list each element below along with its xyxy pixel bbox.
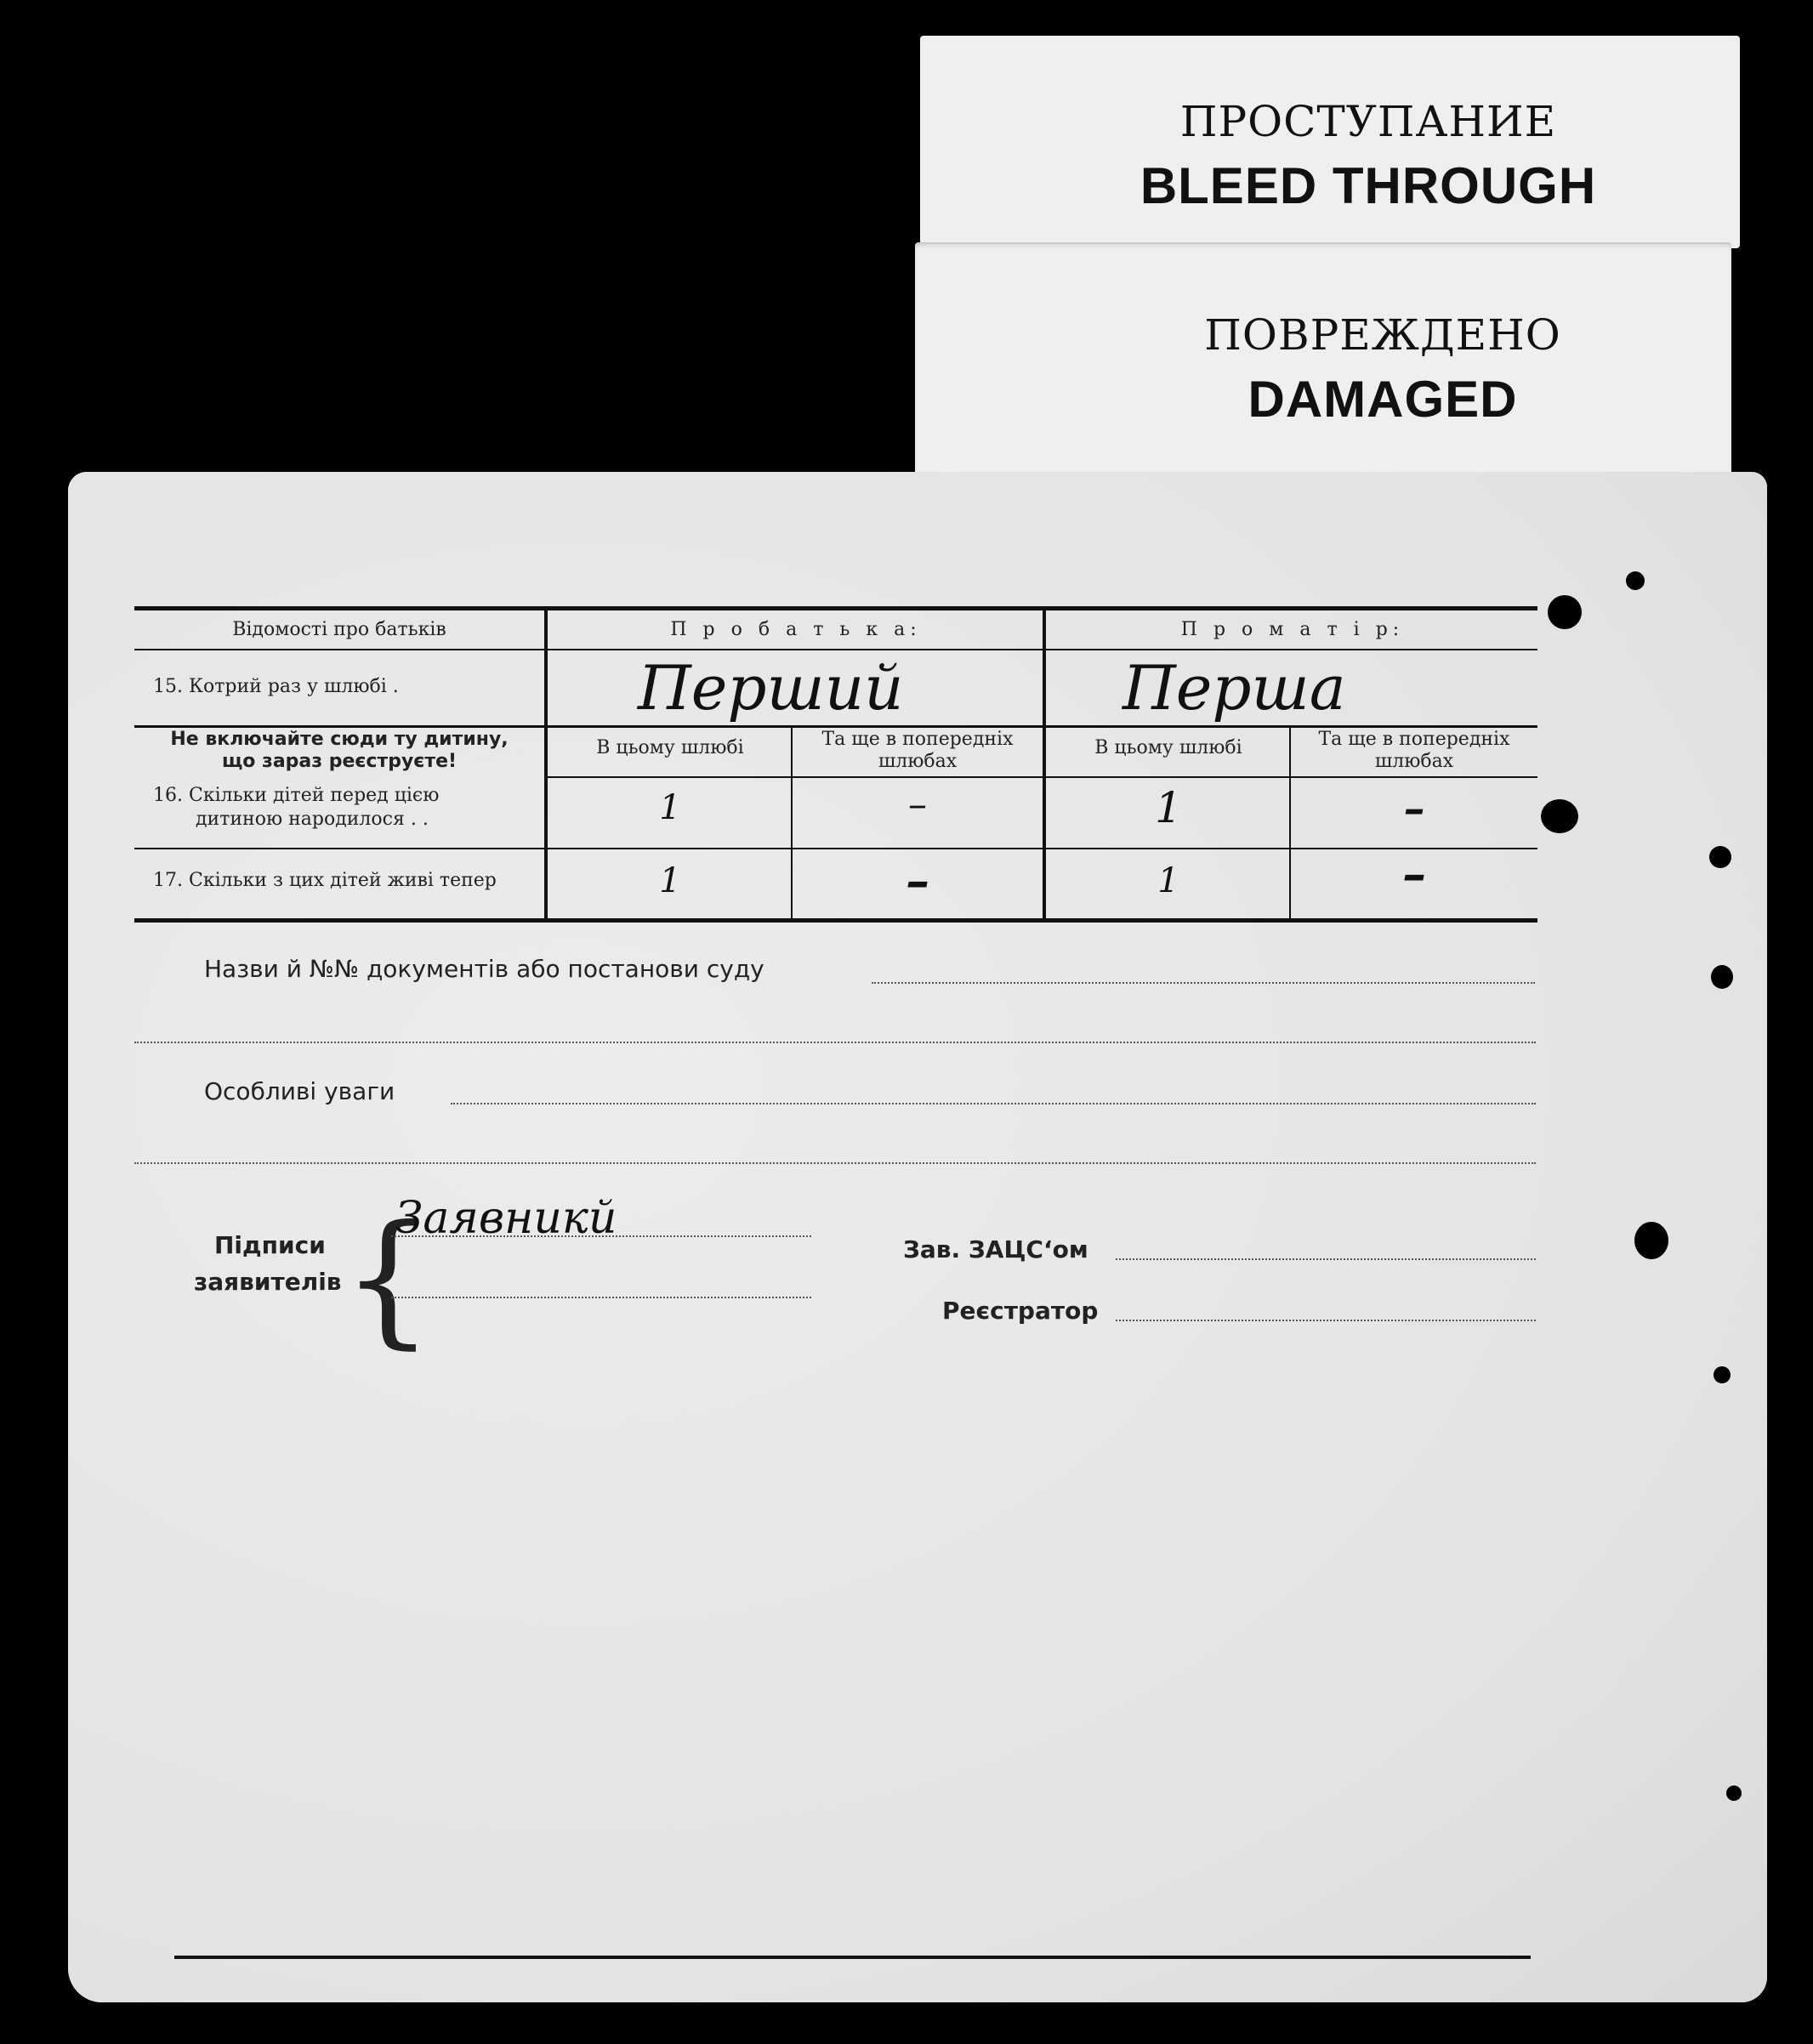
note-line-1: Не включайте сюди ту дитину, [170, 729, 509, 750]
punch-hole [1541, 799, 1578, 833]
registrar-label: Реєстратор [942, 1297, 1099, 1325]
damaged-label-ru: ПОВРЕЖДЕНО [1204, 310, 1561, 360]
row17-father-prev-value: – [906, 853, 929, 909]
remarks-label: Особливі уваги [204, 1077, 395, 1105]
row16-label-line-2: дитиною народилося . . [196, 809, 429, 830]
table-bottom-rule [134, 918, 1537, 923]
row17-father-this-value: 1 [659, 861, 681, 900]
table-col-divider [1043, 610, 1046, 920]
header-father: П р о б а т ь к а: [670, 619, 922, 640]
table-col-divider [544, 610, 548, 920]
table-top-rule [134, 606, 1537, 610]
header-parents-info: Відомості про батьків [232, 619, 446, 640]
row16-father-this-value: 1 [659, 788, 681, 827]
row15-mother-handwritten: Перша [1122, 652, 1346, 724]
remarks-field-line-2[interactable] [134, 1162, 1536, 1164]
subheader-this-marriage-father: В цьому шлюбі [596, 737, 744, 758]
form-sheet [68, 472, 1767, 2002]
damaged-label-en: DAMAGED [1248, 371, 1518, 428]
signatures-label-line-1: Підписи [214, 1231, 326, 1259]
table-row15-bottom-rule [134, 725, 1537, 728]
applicant-signature-line-2[interactable] [391, 1297, 811, 1298]
documents-field-line[interactable] [872, 982, 1535, 984]
applicant-signature-line-1[interactable] [391, 1235, 811, 1237]
row16-label-line-1: 16. Скільки дітей перед цією [153, 785, 440, 806]
zags-head-label: Зав. ЗАЦС‘ом [903, 1235, 1088, 1263]
punch-hole [1711, 965, 1733, 989]
row15-label: 15. Котрий раз у шлюбі . [153, 676, 399, 697]
subheader-prev-marriages-father-1: Та ще в попередніх [821, 729, 1014, 750]
damaged-notice-card [915, 242, 1731, 497]
row17-label: 17. Скільки з цих дітей живі тепер [153, 870, 497, 891]
punch-hole [1726, 1786, 1742, 1801]
signatures-brace: { [342, 1195, 435, 1363]
row17-mother-prev-value: – [1402, 846, 1426, 902]
row15-father-handwritten: Перший [638, 652, 904, 724]
bleed-through-label-en: BLEED THROUGH [1140, 157, 1597, 214]
note-line-2: що зараз реєструєте! [221, 751, 458, 772]
punch-hole [1709, 846, 1731, 868]
sheet-bottom-rule [174, 1956, 1531, 1959]
subheader-prev-marriages-father-2: шлюбах [878, 751, 958, 772]
documents-field-line-2[interactable] [134, 1042, 1536, 1043]
remarks-field-line[interactable] [451, 1103, 1536, 1104]
row16-mother-prev-value: – [1403, 783, 1425, 833]
subheader-prev-marriages-mother-1: Та ще в попередніх [1318, 729, 1510, 750]
documents-label: Назви й №№ документів або постанови суду [204, 955, 764, 983]
table-subheader-rule [544, 776, 1537, 778]
signatures-label-line-2: заявителів [194, 1268, 342, 1296]
row17-mother-this-value: 1 [1157, 861, 1179, 900]
row16-mother-this-value: 1 [1155, 783, 1182, 832]
row16-father-prev-value: – [908, 783, 927, 826]
zags-head-signature-line[interactable] [1116, 1258, 1536, 1260]
punch-hole [1714, 1366, 1731, 1383]
subheader-this-marriage-mother: В цьому шлюбі [1094, 737, 1242, 758]
subheader-prev-marriages-mother-2: шлюбах [1374, 751, 1454, 772]
registrar-signature-line[interactable] [1116, 1320, 1536, 1321]
applicant-signature-handwritten: Заявникй [395, 1193, 617, 1244]
punch-hole [1634, 1222, 1668, 1259]
header-mother: П р о м а т і р: [1180, 619, 1405, 640]
bleed-through-notice-card [920, 36, 1740, 248]
punch-hole [1626, 571, 1645, 590]
bleed-through-label-ru: ПРОСТУПАНИЕ [1179, 97, 1557, 146]
table-header-rule [134, 649, 1537, 650]
punch-hole [1548, 595, 1582, 629]
